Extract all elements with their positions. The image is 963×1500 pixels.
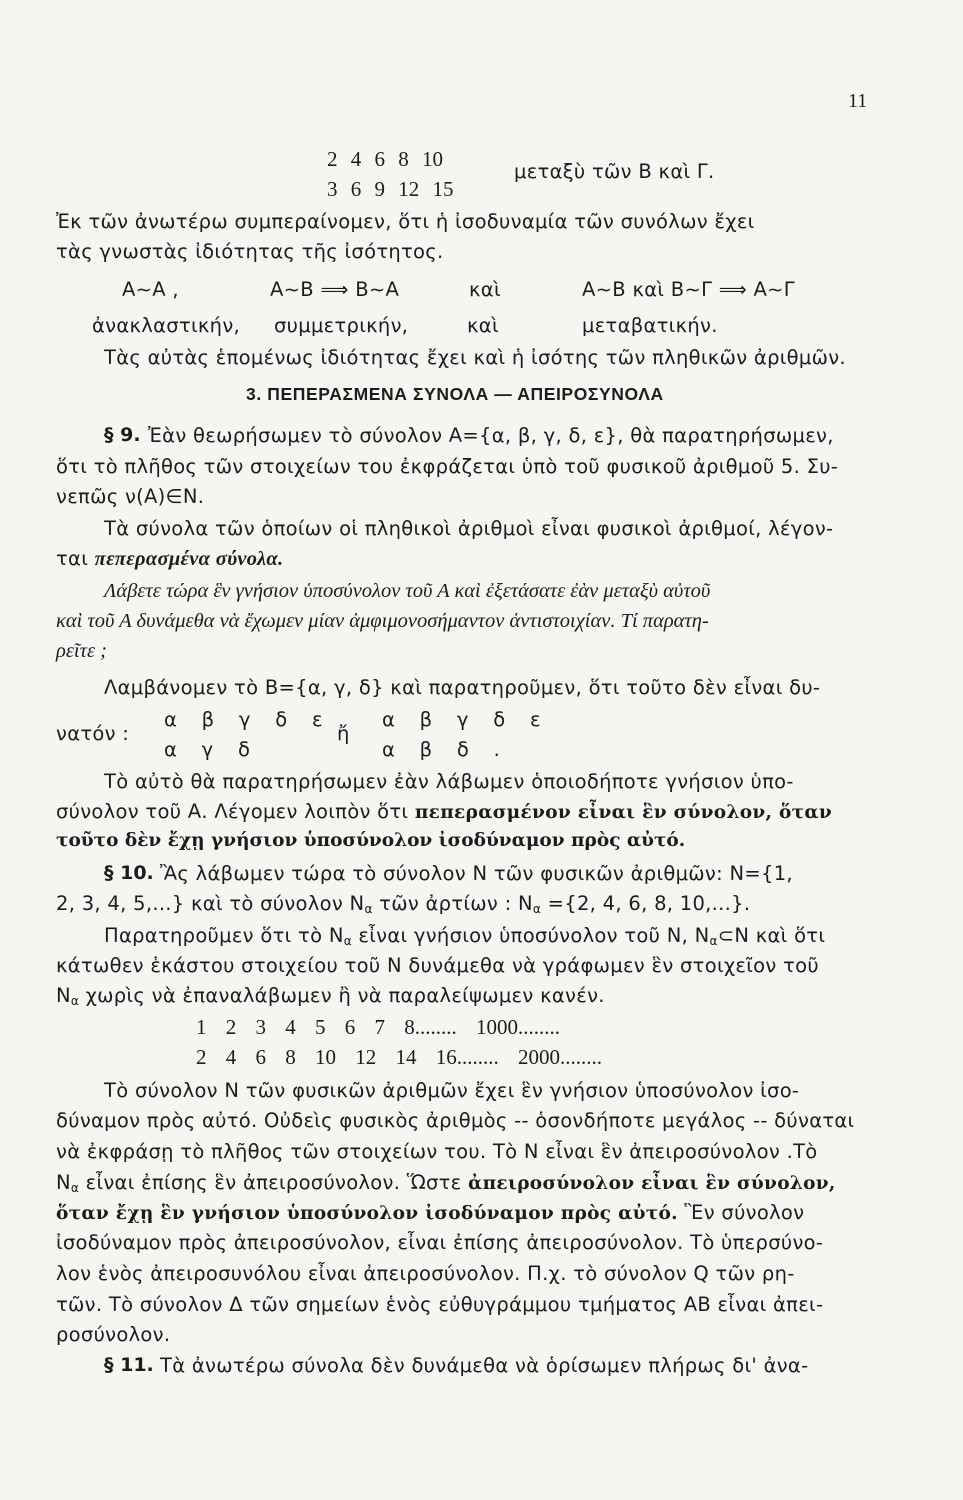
text-line: νὰ ἐκφράσῃ τὸ πλῆθος τῶν στοιχείων του. Τὸ Ν εἶναι ἓν ἀπειροσύνολον .Τὸ [56,1140,818,1163]
text-line: Ἐκ τῶν ἀνωτέρω συμπεραίνομεν, ὅτι ἡ ἰσοδυναμία τῶν συνόλων ἔχει [56,210,755,233]
mapping-set-b: α γ δ [164,738,251,761]
paragraph-mark-10: § 10. [104,862,154,884]
reflexive-expression: Α∼Α , [122,278,179,301]
text-line: δύναμον πρὸς αὐτό. Οὐδεὶς φυσικὸς ἀριθμὸς -- ὁσονδήποτε μεγάλος -- δύναται [56,1109,855,1132]
and-word: καὶ [467,314,499,337]
symmetric-expression: Α∼Β ⟹ Β∼Α [270,278,400,301]
text-line: ἰσοδύναμον πρὸς ἀπειροσύνολον, εἶναι ἐπίσης ἀπειροσύνολον. Τὸ ὑπερσύνο- [56,1231,824,1254]
text-line: σύνολον τοῦ Α. Λέγομεν λοιπὸν ὅτι πεπερασμένον εἶναι ἓν σύνολον, ὅταν [56,800,833,823]
or-word: ἤ [337,722,350,745]
table-row-b: 2 4 6 8 10 [327,147,443,171]
text-line: νατόν : [56,722,130,745]
text-line: νεπῶς ν(Α)∈Ν. [56,485,205,508]
definition-line: τοῦτο δὲν ἔχῃ γνήσιον ὑποσύνολον ἰσοδύναμον πρὸς αὐτό. [56,830,686,851]
text-line: τῶν. Τὸ σύνολον Δ τῶν σημείων ἑνὸς εὐθυγράμμου τμήματος ΑΒ εἶναι ἀπει- [56,1293,824,1316]
paragraph-mark-11: § 11. [104,1354,154,1376]
transitive-expression: Α∼Β καὶ Β∼Γ ⟹ Α∼Γ [582,278,795,301]
text-line: ὅτι τὸ πλῆθος τῶν στοιχείων του ἐκφράζεται ὑπὸ τοῦ φυσικοῦ ἀριθμοῦ 5. Συ- [56,455,839,478]
text-line: κάτωθεν ἑκάστου στοιχείου τοῦ Ν δυνάμεθα νὰ γράφωμεν ἓν στοιχεῖον τοῦ [56,954,819,977]
text-line: Ἂς λάβωμεν τώρα τὸ σύνολον Ν τῶν φυσικῶν ἀριθμῶν: Ν={1, [160,862,793,885]
text-line: $N_\alpha$ εἶναι ἐπίσης ἓν ἀπειροσύνολον. Ὥστε ἀπειροσύνολον εἶναι ἓν σύνολον, [56,1171,836,1195]
sequence-evens: 2 4 6 8 10 12 14 16........ 2000........ [196,1045,602,1069]
text-line: τὰς γνωστὰς ἰδιότητας τῆς ἰσότητος. [56,240,444,263]
italic-question-line: ρεῖτε ; [56,640,107,662]
text-line: ται πεπερασμένα σύνολα. [56,547,284,570]
text-line: Τὰ ἀνωτέρω σύνολα δὲν δυνάμεθα νὰ ὁρίσωμεν πλήρως δι' ἀνα- [160,1354,809,1377]
text-line: Τὰς αὐτὰς ἑπομένως ἰδιότητας ἔχει καὶ ἡ ἰσότης τῶν πληθικῶν ἀριθμῶν. [104,346,846,369]
text-line: Λαμβάνομεν τὸ Β={α, γ, δ} καὶ παρατηροῦμεν, ὅτι τοῦτο δὲν εἶναι δυ- [104,676,821,699]
italic-question-line: καὶ τοῦ Α δυνάμεθα νὰ ἔχωμεν μίαν ἀμφιμονοσήμαντον ἀντιστοιχίαν. Τί παρατη- [56,610,709,632]
text-line: Ἐὰν θεωρήσωμεν τὸ σύνολον Α={α, β, γ, δ, ε}, θὰ παρατηρήσωμεν, [148,424,834,447]
text-line: Τὸ σύνολον Ν τῶν φυσικῶν ἀριθμῶν ἔχει ἓν γνήσιον ὑποσύνολον ἰσο- [104,1079,800,1102]
text-line: Τὸ αὐτὸ θὰ παρατηρήσωμεν ἐὰν λάβωμεν ὁποιοδήποτε γνήσιον ὑπο- [104,770,794,793]
table-caption: μεταξὺ τῶν Β καὶ Γ. [514,160,715,183]
sequence-naturals: 1 2 3 4 5 6 7 8........ 1000........ [196,1015,560,1039]
text-line: $N_\alpha$ χωρὶς νὰ ἐπαναλάβωμεν ἢ νὰ παραλείψωμεν κανέν. [56,984,605,1008]
text-line: ὅταν ἔχῃ ἓν γνήσιον ὑποσύνολον ἰσοδύναμον πρὸς αὐτό. Ἓν σύνολον [56,1201,805,1224]
mapping-set-a-alt: α β γ δ ε [382,708,541,731]
reflexive-label: ἀνακλαστικήν, [92,314,241,337]
symmetric-label: συμμετρικήν, [274,314,409,337]
text-line: Τὰ σύνολα τῶν ὁποίων οἱ πληθικοὶ ἀριθμοὶ εἶναι φυσικοὶ ἀριθμοί, λέγον- [104,517,834,540]
text-line: ροσύνολον. [56,1323,171,1346]
mapping-set-a: α β γ δ ε [164,708,323,731]
page-number: 11 [848,90,868,112]
section-heading: 3. ΠΕΠΕΡΑΣΜΕΝΑ ΣΥΝΟΛΑ — ΑΠΕΙΡΟΣΥΝΟΛΑ [246,384,664,404]
and-word: καὶ [469,278,501,301]
paragraph-mark-9: § 9. [104,424,141,446]
text-line: 2, 3, 4, 5,...} καὶ τὸ σύνολον $N_\alpha$ τῶν ἀρτίων : $N_\alpha =\{2$, 4, 6, 8, 10,...}. [56,892,751,916]
mapping-set-b-alt: α β δ . [382,738,501,761]
text-line: Παρατηροῦμεν ὅτι τὸ $N_\alpha$ εἶναι γνήσιον ὑποσύνολον τοῦ Ν, $N_\alpha\subset N$ καὶ ὅτι [104,924,826,948]
table-row-g: 3 6 9 12 15 [327,177,454,201]
transitive-label: μεταβατικήν. [582,314,718,337]
text-line: λον ἑνὸς ἀπειροσυνόλου εἶναι ἀπειροσύνολον. Π.χ. τὸ σύνολον Q τῶν ρη- [56,1262,795,1285]
italic-question-line: Λάβετε τώρα ἓν γνήσιον ὑποσύνολον τοῦ Α καὶ ἐξετάσατε ἐὰν μεταξὺ αὐτοῦ [104,580,711,602]
